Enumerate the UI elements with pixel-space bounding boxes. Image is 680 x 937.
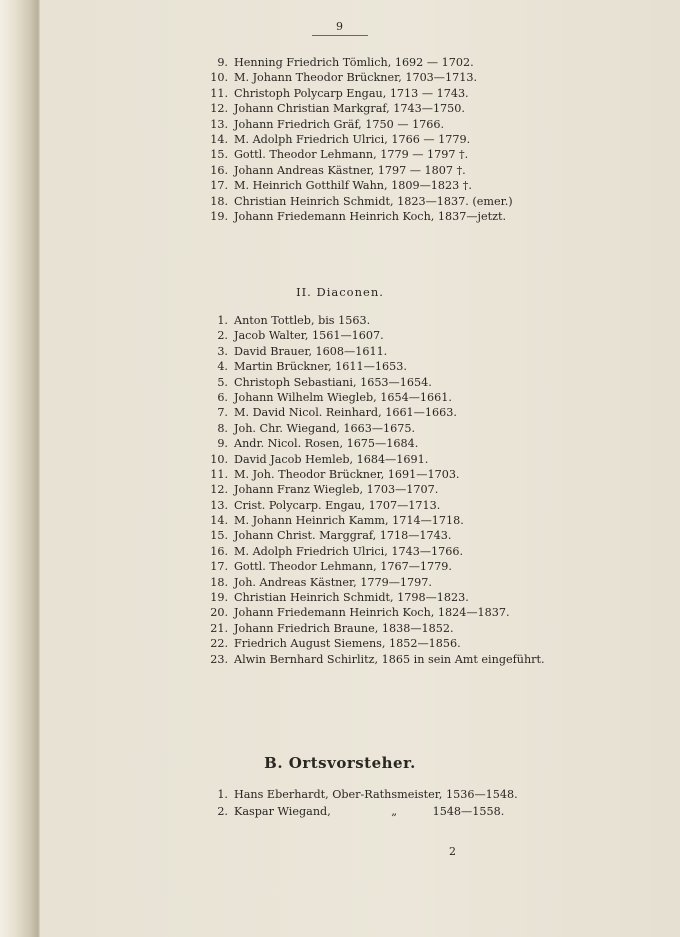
- list-item: [200, 375, 545, 390]
- entry-number: 5.: [217, 375, 228, 389]
- entry-number: 12.: [210, 102, 228, 116]
- list-item: [200, 803, 518, 820]
- entry-text: M. Adolph Friedrich Ulrici, 1743—1766.: [234, 544, 464, 558]
- list-item: [200, 498, 545, 513]
- header-rule: [312, 35, 368, 36]
- list-item: [200, 636, 545, 651]
- entry-number: 1.: [217, 314, 228, 327]
- list-item: [200, 86, 513, 101]
- entry-number: 11.: [210, 467, 228, 481]
- list-item: [200, 101, 513, 116]
- list-item: [200, 359, 545, 374]
- entry-text: Kaspar Wiegand, „ 1548—1558.: [234, 805, 505, 818]
- entry-text: Crist. Polycarp. Engau, 1707—1713.: [234, 498, 441, 512]
- list-item: [200, 482, 545, 497]
- entry-number: 17.: [210, 560, 228, 574]
- list-item: [200, 405, 545, 420]
- list-item: [200, 70, 513, 85]
- entry-text: Gottl. Theodor Lehmann, 1779 — 1797 †.: [234, 148, 469, 162]
- list-item: [200, 344, 545, 359]
- section-heading-wardens: B. Ortsvorsteher.: [264, 754, 416, 772]
- entry-number: 14.: [210, 514, 228, 528]
- entry-text: Johann Christ. Marggraf, 1718—1743.: [234, 529, 452, 543]
- entry-text: Henning Friedrich Tömlich, 1692 — 1702.: [234, 56, 474, 69]
- entry-text: Alwin Bernhard Schirlitz, 1865 in sein Amt eingeführt.: [234, 652, 545, 666]
- pastors-list: [200, 55, 513, 224]
- page-number: 9: [336, 20, 343, 33]
- entry-number: 19.: [210, 209, 228, 223]
- entry-number: 13.: [210, 117, 228, 131]
- list-item: [200, 178, 513, 193]
- entry-text: M. Johann Theodor Brückner, 1703—1713.: [234, 71, 478, 85]
- list-item: [200, 390, 545, 405]
- entry-number: 15.: [210, 529, 228, 543]
- entry-text: Joh. Chr. Wiegand, 1663—1675.: [234, 421, 416, 435]
- entry-text: M. Joh. Theodor Brückner, 1691—1703.: [234, 467, 460, 481]
- entry-text: Andr. Nicol. Rosen, 1675—1684.: [234, 437, 419, 451]
- entry-number: 14.: [210, 132, 228, 146]
- deacons-list: [200, 313, 545, 667]
- entry-number: 4.: [217, 360, 228, 374]
- entry-text: Johann Franz Wiegleb, 1703—1707.: [234, 483, 439, 497]
- entry-text: M. Johann Heinrich Kamm, 1714—1718.: [234, 514, 464, 528]
- list-item: [200, 117, 513, 132]
- entry-number: 22.: [210, 637, 228, 651]
- list-item: [200, 328, 545, 343]
- entry-number: 16.: [210, 163, 228, 177]
- entry-number: 15.: [210, 148, 228, 162]
- entry-text: Johann Friedemann Heinrich Koch, 1837—jetzt.: [234, 209, 507, 223]
- entry-text: Christoph Sebastiani, 1653—1654.: [234, 375, 432, 389]
- entry-number: 9.: [217, 56, 228, 69]
- entry-number: 17.: [210, 179, 228, 193]
- entry-text: Johann Friedrich Braune, 1838—1852.: [234, 621, 454, 635]
- list-item: [200, 652, 545, 667]
- entry-number: 16.: [210, 544, 228, 558]
- list-item: [200, 313, 545, 328]
- entry-text: David Jacob Hemleb, 1684—1691.: [234, 452, 429, 466]
- entry-number: 13.: [210, 498, 228, 512]
- entry-number: 7.: [217, 406, 228, 420]
- entry-text: Johann Friedrich Gräf, 1750 — 1766.: [234, 117, 445, 131]
- entry-number: 9.: [217, 437, 228, 451]
- entry-text: David Brauer, 1608—1611.: [234, 344, 388, 358]
- list-item: [200, 590, 545, 605]
- entry-number: 12.: [210, 483, 228, 497]
- entry-text: Christian Heinrich Schmidt, 1823—1837. (emer.): [234, 194, 513, 208]
- entry-number: 1.: [217, 788, 228, 801]
- entry-text: Joh. Andreas Kästner, 1779—1797.: [234, 575, 432, 589]
- wardens-list: [200, 786, 518, 820]
- entry-text: Johann Friedemann Heinrich Koch, 1824—1837.: [234, 606, 510, 620]
- entry-text: Friedrich August Siemens, 1852—1856.: [234, 637, 461, 651]
- entry-text: M. Adolph Friedrich Ulrici, 1766 — 1779.: [234, 132, 471, 146]
- list-item: [200, 421, 545, 436]
- entry-number: 23.: [210, 652, 228, 666]
- entry-number: 2.: [217, 805, 228, 818]
- entry-number: 11.: [210, 86, 228, 100]
- list-item: [200, 544, 545, 559]
- entry-number: 3.: [217, 344, 228, 358]
- entry-text: Christoph Polycarp Engau, 1713 — 1743.: [234, 86, 469, 100]
- entry-number: 6.: [217, 390, 228, 404]
- book-gutter: [0, 0, 40, 937]
- list-item: [200, 194, 513, 209]
- list-item: [200, 147, 513, 162]
- entry-number: 18.: [210, 575, 228, 589]
- list-item: [200, 605, 545, 620]
- entry-number: 10.: [210, 71, 228, 85]
- list-item: [200, 786, 518, 803]
- entry-text: Christian Heinrich Schmidt, 1798—1823.: [234, 591, 469, 605]
- list-item: [200, 559, 545, 574]
- entry-number: 21.: [210, 621, 228, 635]
- entry-number: 2.: [217, 329, 228, 343]
- list-item: [200, 436, 545, 451]
- list-item: [200, 528, 545, 543]
- entry-text: Anton Tottleb, bis 1563.: [234, 314, 371, 327]
- list-item: [200, 132, 513, 147]
- section-heading-deacons: II. Diaconen.: [296, 285, 384, 299]
- entry-text: Martin Brückner, 1611—1653.: [234, 360, 407, 374]
- entry-text: Johann Wilhelm Wiegleb, 1654—1661.: [234, 390, 452, 404]
- signature-number: 2: [449, 845, 456, 858]
- entry-text: M. Heinrich Gotthilf Wahn, 1809—1823 †.: [234, 179, 472, 193]
- entry-text: M. David Nicol. Reinhard, 1661—1663.: [234, 406, 457, 420]
- list-item: [200, 163, 513, 178]
- list-item: [200, 467, 545, 482]
- list-item: [200, 55, 513, 70]
- entry-number: 20.: [210, 606, 228, 620]
- list-item: [200, 621, 545, 636]
- list-item: [200, 452, 545, 467]
- entry-number: 8.: [217, 421, 228, 435]
- entry-number: 18.: [210, 194, 228, 208]
- entry-text: Johann Christian Markgraf, 1743—1750.: [234, 102, 465, 116]
- entry-number: 19.: [210, 591, 228, 605]
- list-item: [200, 575, 545, 590]
- entry-number: 10.: [210, 452, 228, 466]
- list-item: [200, 209, 513, 224]
- list-item: [200, 513, 545, 528]
- entry-text: Hans Eberhardt, Ober-Rathsmeister, 1536—1548.: [234, 788, 518, 801]
- entry-text: Jacob Walter, 1561—1607.: [234, 329, 384, 343]
- entry-text: Gottl. Theodor Lehmann, 1767—1779.: [234, 560, 452, 574]
- entry-text: Johann Andreas Kästner, 1797 — 1807 †.: [234, 163, 466, 177]
